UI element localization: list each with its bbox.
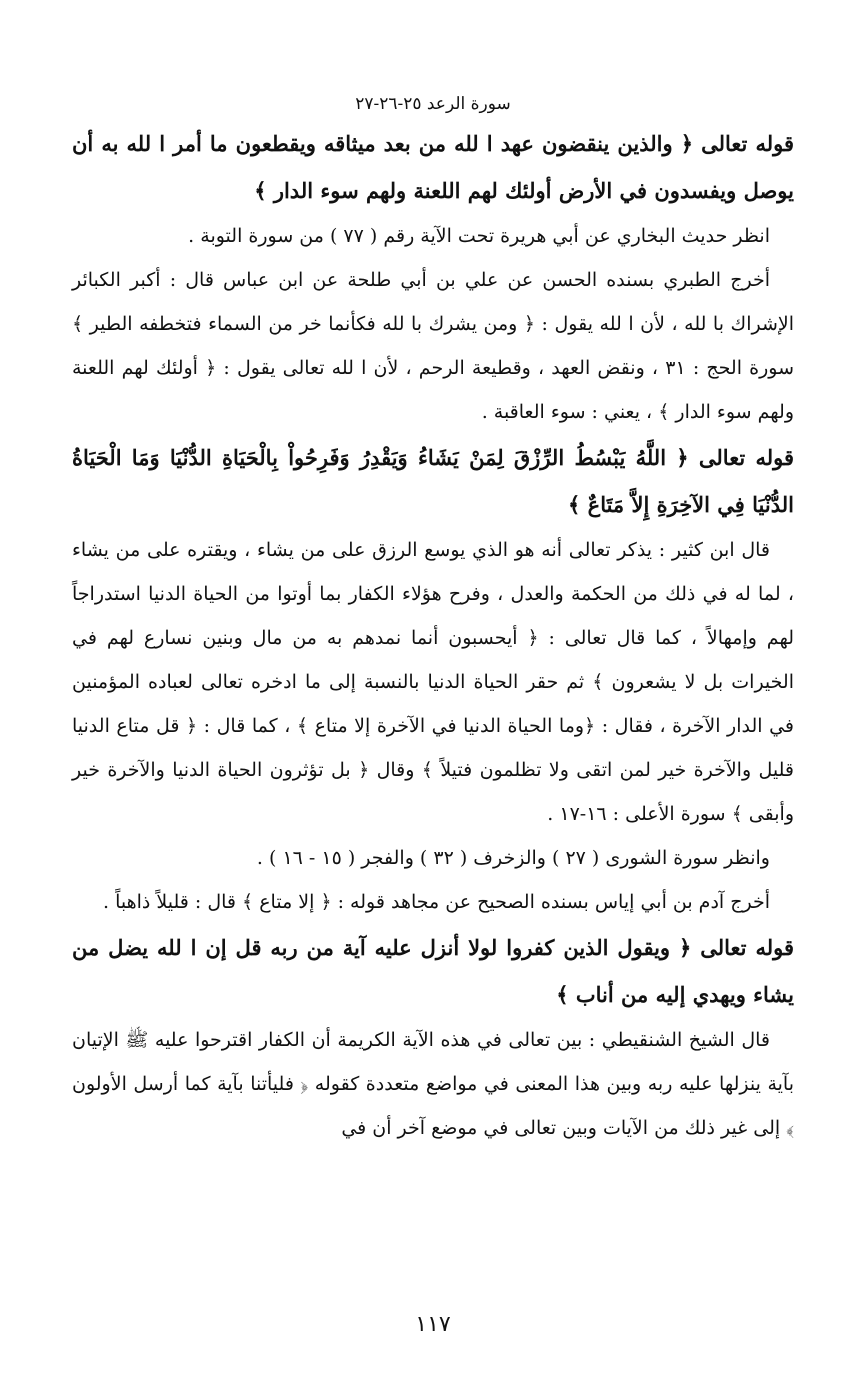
page-text-column (72, 88, 794, 1368)
verse-heading-1: قوله تعالى ﴿ والذين ينقضون عهد ا لله من بعد ميثاقه ويقطعون ما أمر ا لله به أن يوصل ويفسدون في الأرض أولئك لهم اللعنة ولهم سوء الدار ﴾ (72, 131, 794, 203)
commentary-paragraph-5: أخرج آدم بن أبي إياس بسنده الصحيح عن مجاهد قوله : ﴿ إلا متاع ﴾ قال : قليلاً ذاهباً . (103, 891, 770, 913)
commentary-paragraph-6: قال الشيخ الشنقيطي : بين تعالى في هذه الآية الكريمة أن الكفار اقترحوا عليه ﷺ الإتيان بآية ينزلها عليه ربه وبين هذا المعنى في مواضع متعددة كقوله ﴿ فليأتنا بآية كما أرسل الأولون ﴾ إلى غير ذلك من الآيات وبين تعالى في موضع آخر أن في (72, 1029, 794, 1139)
commentary-paragraph-3: قال ابن كثير : يذكر تعالى أنه هو الذي يوسع الرزق على من يشاء ، ويقتره على من يشاء ، لما له في ذلك من الحكمة والعدل ، وفرح هؤلاء الكفار بما أوتوا من الحياة الدنيا استدراجاً لهم وإمهالاً ، كما قال تعالى : ﴿ أيحسبون أنما نمدهم به من مال وبنين نسارع لهم في الخيرات بل لا يشعرون ﴾ ثم حقر الحياة الدنيا بالنسبة إلى ما ادخره تعالى لعباده المؤمنين في الدار الآخرة ، فقال : ﴿وما الحياة الدنيا في الآخرة إلا متاع ﴾ ، كما قال : ﴿ قل متاع الدنيا قليل والآخرة خير لمن اتقى ولا تظلمون فتيلاً ﴾ وقال ﴿ بل تؤثرون الحياة الدنيا والآخرة خير وأبقى ﴾ سورة الأعلى : ١٦-١٧ . (72, 539, 794, 825)
commentary-paragraph-1: انظر حديث البخاري عن أبي هريرة تحت الآية رقم ( ٧٧ ) من سورة التوبة . (188, 225, 770, 247)
commentary-paragraph-4: وانظر سورة الشورى ( ٢٧ ) والزخرف ( ٣٢ ) والفجر ( ١٥ - ١٦ ) . (256, 847, 770, 869)
commentary-paragraph-2: أخرج الطبري بسنده الحسن عن علي بن أبي طلحة عن ابن عباس قال : أكبر الكبائر الإشراك با لله ، لأن ا لله يقول : ﴿ ومن يشرك با لله فكأنما خر من السماء فتخطفه الطير ﴾ سورة الحج : ٣١ ، ونقض العهد ، وقطيعة الرحم ، لأن ا لله تعالى يقول : ﴿ أولئك لهم اللعنة ولهم سوء الدار ﴾ ، يعني : سوء العاقبة . (72, 269, 795, 423)
running-head: سورة الرعد ٢٥-٢٦-٢٧ (355, 94, 511, 114)
verse-heading-2: قوله تعالى ﴿ اللَّهُ يَبْسُطُ الرِّزْقَ لِمَنْ يَشَاءُ وَيَقْدِرُ وَفَرِحُواْ بِالْحَيَاةِ الدُّنْيَا وَمَا الْحَيَاةُ الدُّنْيَا فِي الآخِرَةِ إِلاَّ مَتَاعٌ ﴾ (72, 445, 794, 517)
verse-heading-3: قوله تعالى ﴿ ويقول الذين كفروا لولا أنزل عليه آية من ربه قل إن ا لله يضل من يشاء ويهدي إليه من أناب ﴾ (72, 935, 794, 1007)
page-number: ١١٧ (415, 1312, 451, 1337)
